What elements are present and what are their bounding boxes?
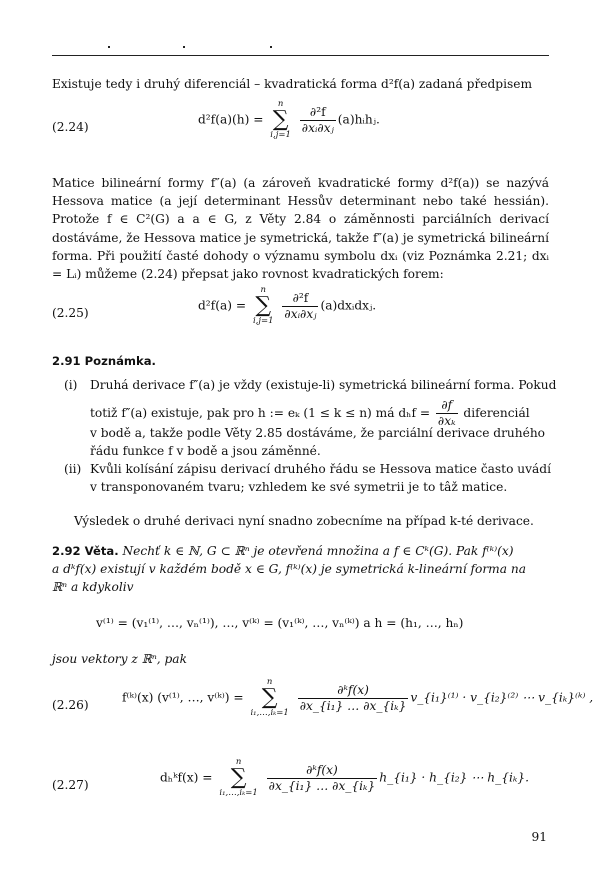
remark-item-1-line: Druhá derivace f″(a) je vždy (existuje-li) symetrická bilineární forma. Pokud <box>90 378 557 392</box>
header-rule <box>52 55 549 56</box>
theorem-line: 2.92 Věta. Nechť k ∈ ℕ, G ⊂ ℝⁿ je otevřená množina a f ∈ Cᵏ(G). Pak f⁽ᵏ⁾(x) <box>52 544 514 558</box>
intro-text: Existuje tedy i druhý diferenciál – kvadratická forma d²f(a) zadaná předpisem <box>52 77 533 91</box>
remark-item-2-line: v transponovaném tvaru; vzhledem ke své symetrii je to tâž matice. <box>90 480 508 494</box>
list-label: (ii) <box>64 462 82 476</box>
header-mark <box>108 46 110 48</box>
eq-rhs: v_{i₁}⁽¹⁾ · v_{i₂}⁽²⁾ ⋯ v_{iₖ}⁽ᵏ⁾ , <box>410 690 594 705</box>
theorem-line: jsou vektory z ℝⁿ, pak <box>52 652 187 666</box>
fraction: $\frac{\text{∂²f}}{\text{∂xᵢ∂xⱼ}}$ <box>284 290 317 321</box>
equation-2-27 <box>160 758 529 798</box>
eq-rhs: (a)dxᵢdxⱼ. <box>320 298 377 313</box>
header-mark <box>183 46 185 48</box>
theorem-heading: 2.92 Věta. <box>52 544 119 558</box>
equation-2-26 <box>122 678 593 718</box>
remark-item-1-line: v bodě a, takže podle Věty 2.85 dostáváme, že parciální derivace druhého <box>90 426 546 440</box>
sum-symbol: n ∑ i,j=1 <box>270 99 291 140</box>
theorem-line: a dᵏf(x) existují v každém bodě x ∈ G, f⁽ᵏ⁾(x) je symetrická k-lineární forma na <box>52 562 526 576</box>
sum-symbol: n ∑ i₁,…,iₖ=1 <box>250 677 289 718</box>
remark-item-2-line: Kvůli kolísání zápisu derivací druhého řádu se Hessova matice často uvádí <box>90 462 551 476</box>
equation-number: (2.25) <box>52 306 89 320</box>
eq-lhs: dₕᵏf(x) = <box>160 770 213 785</box>
remark-item-1-line: totiž f″(a) existuje, pak pro h := eₖ (1 ≤ k ≤ n) má dₕf = $\frac{\partial f}{\text{∂xₖ}}$ diferenciál <box>90 398 530 428</box>
equation-2-25 <box>198 286 376 326</box>
remark-item-1-line: řádu funkce f v bodě a jsou záměnné. <box>90 444 321 458</box>
fraction: $\frac{\text{∂ᵏf(x)}}{\text{∂x\_\{i₁\} … ∂x\_\{iₖ\}}}$ <box>299 682 407 713</box>
theorem-line: ℝⁿ a kdykoliv <box>52 580 134 594</box>
equation-number: (2.24) <box>52 120 89 134</box>
eq-rhs: h_{i₁} · h_{i₂} ⋯ h_{iₖ}. <box>379 770 529 785</box>
fraction: $\frac{\text{∂ᵏf(x)}}{\text{∂x\_\{i₁\} … ∂x\_\{iₖ\}}}$ <box>268 762 376 793</box>
sum-symbol: n ∑ i₁,…,iₖ=1 <box>219 757 258 798</box>
equation-2-24 <box>198 100 380 140</box>
paragraph-hessian: Matice bilineární formy f″(a) (a zároveň kvadratické formy d²f(a)) se nazývá Hessova matice (a její determinant Hessův determinant nebo také hessián). Protože f ∈ C²(G) a a ∈ G, z Věty 2.84 o záměnnosti parciálních derivací dostáváme, že Hessova matice je symetrická, takže f″(a) je symetrická bilineární forma. Při použití časté dohody o významu symbolu dxᵢ (viz Poznámka 2.21; dxᵢ = Lᵢ) můžeme (2.24) přepsat jako rovnost kvadratických forem: <box>52 176 549 282</box>
header-mark <box>270 46 272 48</box>
fraction: $\frac{\text{∂²f}}{\text{∂xᵢ∂xⱼ}}$ <box>301 104 334 135</box>
eq-rhs: (a)hᵢhⱼ. <box>337 112 380 127</box>
list-label: (i) <box>64 378 78 392</box>
vectors-formula: v⁽¹⁾ = (v₁⁽¹⁾, …, vₙ⁽¹⁾), …, v⁽ᵏ⁾ = (v₁⁽ᵏ⁾, …, vₙ⁽ᵏ⁾) a h = (h₁, …, hₙ) <box>96 616 464 630</box>
eq-lhs: f⁽ᵏ⁾(x) (v⁽¹⁾, …, v⁽ᵏ⁾) = <box>122 690 244 705</box>
equation-number: (2.27) <box>52 778 89 792</box>
transition-text: Výsledek o druhé derivaci nyní snadno zobecníme na případ k-té derivace. <box>74 514 534 528</box>
sum-symbol: n ∑ i,j=1 <box>252 285 274 326</box>
eq-lhs: d²f(a)(h) = <box>198 112 264 127</box>
eq-lhs: d²f(a) = <box>198 298 247 313</box>
equation-number: (2.26) <box>52 698 89 712</box>
page-number: 91 <box>531 830 547 844</box>
fraction: $\frac{\partial f}{\text{∂xₖ}}$ <box>437 398 456 428</box>
remark-heading: 2.91 Poznámka. <box>52 354 156 368</box>
